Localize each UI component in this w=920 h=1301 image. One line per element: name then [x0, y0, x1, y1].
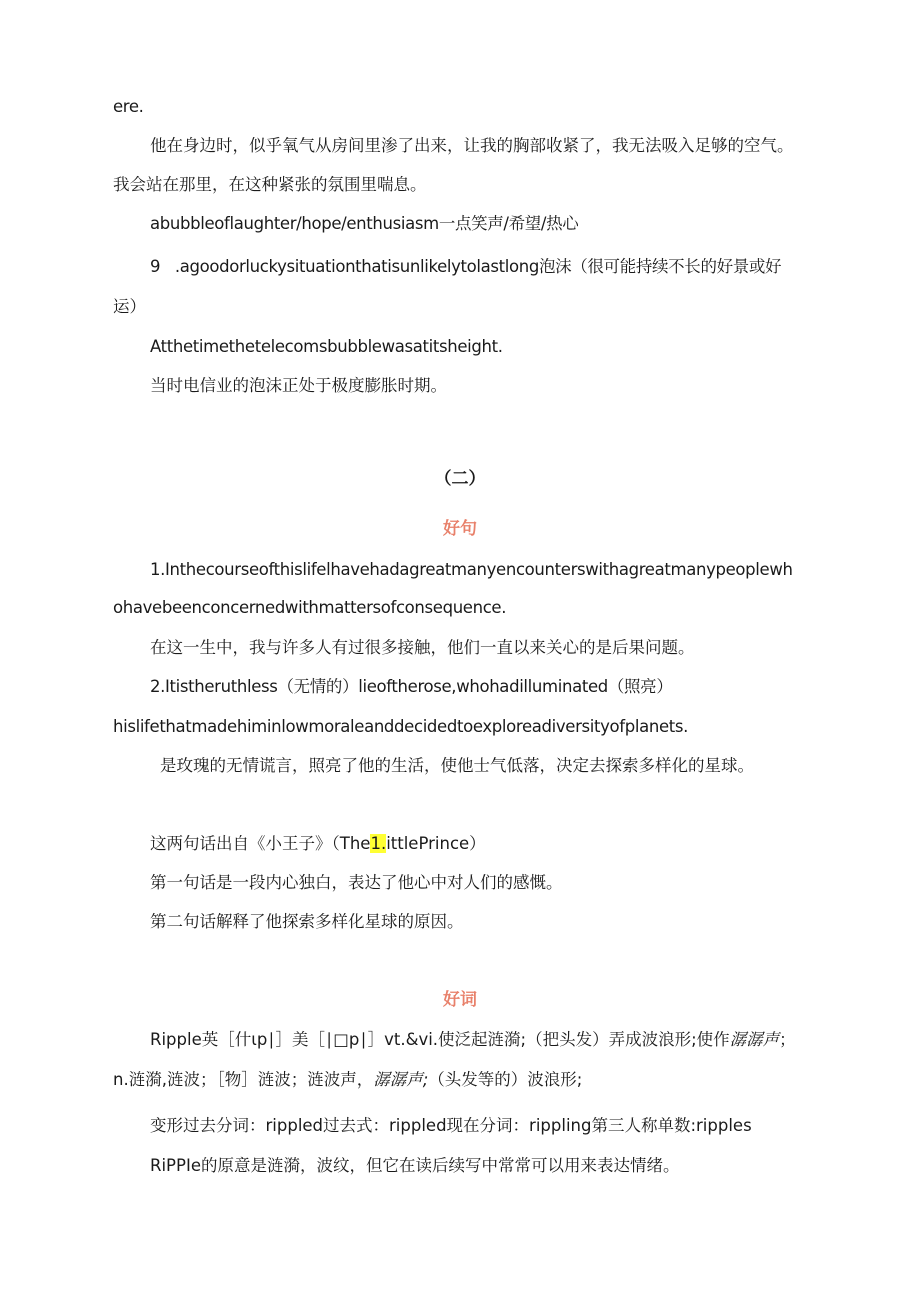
- text-line: ohavebeenconcernedwithmattersofconsequence.: [113, 598, 507, 617]
- text-line: 第一句话是一段内心独白，表达了他心中对人们的感慨。: [150, 873, 563, 892]
- good-sentences-heading: 好句: [443, 519, 477, 539]
- italic-text: 潺潺声: [729, 1030, 780, 1049]
- text-line: 我会站在那里，在这种紧张的氛围里喘息。: [113, 175, 427, 194]
- text-segment: Ripple英［什ιp∣］美［∣□p∣］vt.&vi.使泛起涟漪;（把头发）弄成波浪形;使作: [150, 1030, 730, 1049]
- text-line: 是玫瑰的无情谎言，照亮了他的生活，使他士气低落，决定去探索多样化的星球。: [160, 756, 754, 775]
- text-segment: n.涟漪,涟波；［物］涟波；涟波声，: [113, 1070, 374, 1089]
- text-line: ere.: [113, 97, 144, 116]
- text-line: 9 .agoodorluckysituationthatisunlikelytolastlong泡沫（很可能持续不长的好景或好: [150, 257, 782, 276]
- text-line-with-highlight: [150, 832, 486, 856]
- text-line: 他在身边时，似乎氧气从房间里渗了出来，让我的胸部收紧了，我无法吸入足够的空气。: [150, 136, 794, 155]
- text-line: 第二句话解释了他探索多样化星球的原因。: [150, 912, 464, 931]
- text-line: 当时电信业的泡沫正处于极度膨胀时期。: [150, 376, 447, 395]
- text-line: 2.Itistheruthless（无情的）lieoftherose,whohadilluminated（照亮）: [150, 677, 673, 696]
- text-line: [150, 1028, 796, 1052]
- good-words-heading: 好词: [443, 990, 477, 1010]
- text-line: hislifethatmadehiminlowmoraleanddecidedtoexploreadiversityofplanets.: [113, 717, 689, 736]
- text-line: Atthetimethetelecomsbubblewasatitsheight.: [150, 337, 503, 356]
- text-segment: 这两句话出自《小王子》（The: [150, 834, 371, 853]
- text-line: RiPPIe的原意是涟漪，波纹，但它在读后续写中常常可以用来表达情绪。: [150, 1156, 680, 1175]
- text-segment: ；: [779, 1030, 796, 1049]
- text-segment: （头发等的）波浪形;: [428, 1070, 583, 1089]
- text-segment: ittlePrince）: [386, 834, 486, 853]
- text-line: 运）: [113, 297, 146, 316]
- italic-text: 潺潺声;: [373, 1070, 429, 1089]
- text-line: abubbleoflaughter/hope/enthusiasm一点笑声/希望/热心: [150, 214, 579, 233]
- text-line: 在这一生中，我与许多人有过很多接触，他们一直以来关心的是后果问题。: [150, 638, 695, 657]
- text-line: [113, 1068, 582, 1092]
- section-heading: （二）: [434, 469, 486, 489]
- text-line: 1.Inthecourseofthislifelhavehadagreatmanyencounterswithagreatmanypeoplewh: [150, 560, 793, 579]
- highlighted-text: 1.: [370, 834, 387, 853]
- text-line: 变形过去分词：rippled过去式：rippled现在分词：rippling第三人称单数:ripples: [150, 1116, 752, 1135]
